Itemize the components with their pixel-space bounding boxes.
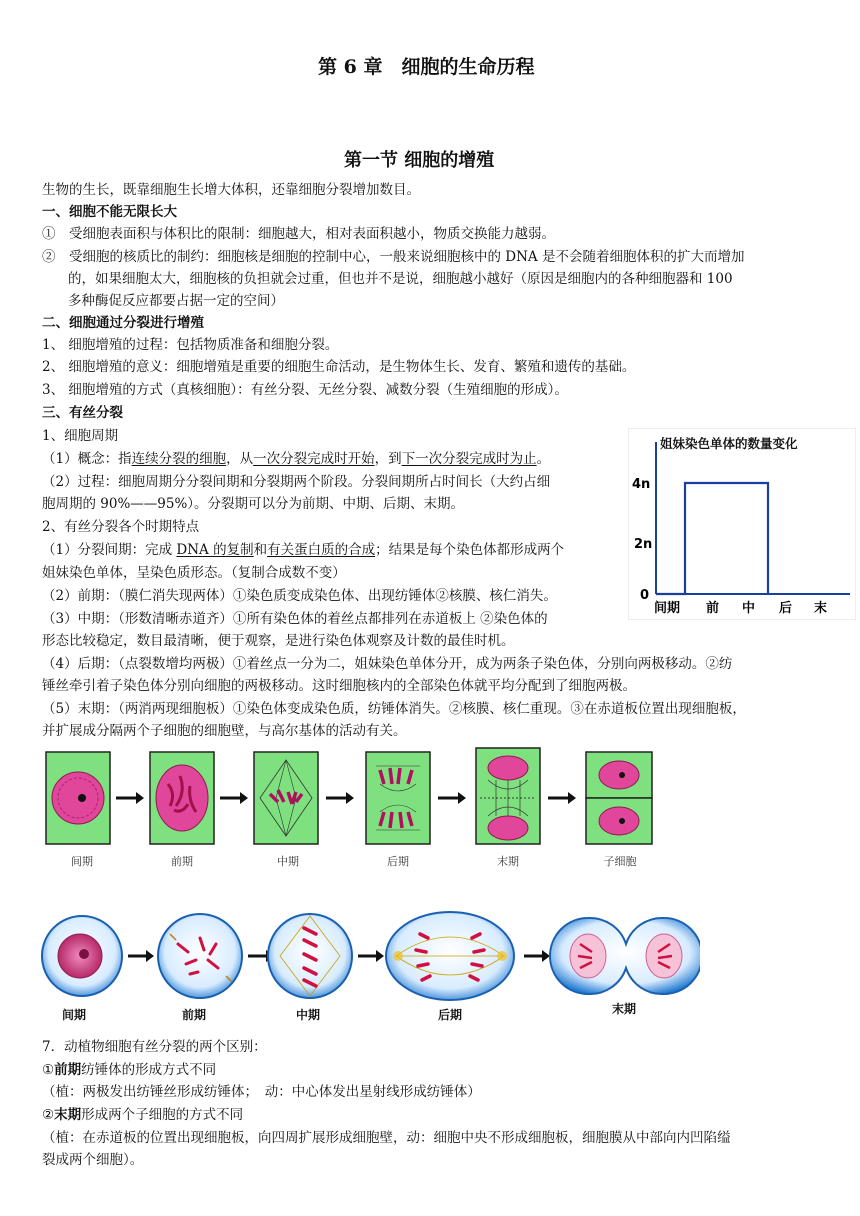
x-tick-metaphase: 中	[742, 601, 756, 616]
telophase-line1: （5）末期：（两消两现细胞板）①染色体变成染色质，纺锤体消失。②核膜、核仁重现。③在赤道板位置出现细胞板，	[42, 701, 746, 717]
plant-cell-interphase	[46, 752, 110, 844]
inter-u1: DNA 的复制	[176, 542, 254, 558]
d2-rest: 形成两个子细胞的方式不同	[81, 1107, 244, 1123]
concept-u3: 下一次分裂完成时为止	[401, 451, 537, 467]
part7-heading: 7．动植物细胞有丝分裂的两个区别：	[42, 1039, 267, 1055]
plant-caption-metaphase: 中期	[277, 855, 299, 868]
d1-rest: 纺锤体的形成方式不同	[81, 1062, 217, 1078]
concept-u2: 一次分裂完成时开始	[253, 451, 375, 467]
animal-mitosis-figure	[40, 904, 700, 1012]
animal-cell-metaphase	[268, 914, 352, 998]
arrow-icon	[220, 792, 248, 804]
prophase-text: （2）前期：（膜仁消失现两体）①染色质变成染色体、出现纺锤体②核膜、核仁消失。	[42, 588, 557, 604]
plant-cell-prophase	[150, 752, 214, 844]
part1-item2-line2: 的，如果细胞太大，细胞核的负担就会过重，但也并不是说，细胞越小越好（原因是细胞内的各种细胞器和 100	[68, 271, 733, 287]
cycle-process-line1: （2）过程：细胞周期分分裂间期和分裂期两个阶段。分裂间期所占时间长（大约占细	[42, 474, 551, 490]
concept-b: ，从	[226, 451, 254, 467]
plant-caption-interphase: 间期	[71, 855, 93, 868]
difference-2-detail-line2: 裂成两个细胞）。	[42, 1152, 144, 1168]
arrow-icon	[438, 792, 466, 804]
d1-num: ①	[42, 1062, 55, 1078]
part1-heading: 一、细胞不能无限长大	[42, 204, 177, 220]
chart-title: 姐妹染色单体的数量变化	[660, 436, 798, 451]
animal-caption-telophase: 末期	[612, 1002, 637, 1016]
arrow-icon	[326, 792, 354, 804]
plant-mitosis-figure	[40, 744, 670, 874]
x-tick-prophase: 前	[706, 601, 720, 616]
y-tick-0: 0	[640, 588, 650, 603]
animal-cell-telophase	[550, 918, 700, 994]
plant-cell-anaphase	[366, 752, 430, 844]
y-tick-2n: 2n	[634, 537, 653, 552]
x-tick-anaphase: 后	[779, 601, 793, 616]
d1-bold: 前期	[54, 1062, 82, 1078]
animal-caption-interphase: 间期	[62, 1008, 87, 1022]
animal-cell-anaphase	[386, 912, 514, 1000]
anaphase-line2: 锤丝牵引着子染色体分别向细胞的两极移动。这时细胞核内的全部染色体就平均分配到了细胞两极。	[42, 678, 636, 694]
metaphase-line2: 形态比较稳定，数目最清晰，便于观察，是进行染色体观察及计数的最佳时机。	[42, 633, 515, 649]
intro-text: 生物的生长，既靠细胞生长增大体积，还靠细胞分裂增加数目。	[42, 182, 420, 198]
anaphase-line1: （4）后期：（点裂数增均两极）①着丝点一分为二，姐妹染色单体分开，成为两条子染色体，分别向两极移动。②纺	[42, 656, 733, 672]
difference-2-detail-line1: （植：在赤道板的位置出现细胞板，向四周扩展形成细胞壁，动：细胞中央不形成细胞板，细胞膜从中部向内凹陷缢	[42, 1130, 731, 1146]
plant-caption-anaphase: 后期	[387, 855, 409, 868]
plant-cell-metaphase	[254, 752, 318, 844]
animal-caption-prophase: 前期	[182, 1008, 207, 1022]
part1-item2-line3: 多种酶促反应都要占据一定的空间）	[68, 293, 284, 309]
metaphase-line1: （3）中期：（形数清晰赤道齐）①所有染色体的着丝点都排列在赤道板上 ②染色体的	[42, 611, 548, 627]
cycle-process-line2: 胞周期的 90%——95%）。分裂期可以分为前期、中期、后期、末期。	[42, 496, 465, 512]
difference-2	[42, 1106, 243, 1124]
plant-daughter-cells	[586, 752, 652, 844]
chapter-title: 第 6 章 细胞的生命历程	[318, 56, 535, 78]
plant-caption-prophase: 前期	[171, 855, 193, 868]
animal-cell-interphase	[42, 916, 122, 996]
stages-heading: 2、有丝分裂各个时期特点	[42, 519, 200, 535]
d2-bold: 末期	[54, 1107, 82, 1123]
animal-caption-metaphase: 中期	[296, 1008, 321, 1022]
arrow-icon	[128, 950, 154, 962]
plant-caption-telophase: 末期	[497, 855, 519, 868]
animal-caption-anaphase: 后期	[438, 1008, 463, 1022]
y-tick-4n: 4n	[632, 477, 651, 492]
difference-1	[42, 1061, 216, 1079]
cycle-heading: 1、细胞周期	[42, 428, 119, 444]
inter-b: 和	[253, 542, 268, 558]
telophase-line2: 并扩展成分隔两个子细胞的细胞壁，与高尔基体的活动有关。	[42, 723, 407, 739]
part2-heading: 二、细胞通过分裂进行增殖	[42, 315, 204, 331]
part1-item2-line1: ② 受细胞的核质比的制约：细胞核是细胞的控制中心，一般来说细胞核中的 DNA 是不会随着细胞体积的扩大而增加	[42, 249, 745, 265]
inter-a: （1）分裂间期：完成	[42, 542, 177, 558]
concept-c: ，到	[374, 451, 402, 467]
plant-cell-telophase	[476, 748, 540, 844]
chromatid-count-chart	[628, 428, 856, 620]
part3-heading: 三、有丝分裂	[42, 405, 123, 421]
part1-item1: ① 受细胞表面积与体积比的限制：细胞越大，相对表面积越小，物质交换能力越弱。	[42, 226, 555, 242]
concept-u1: 连续分裂的细胞	[131, 451, 227, 467]
cycle-concept	[42, 450, 550, 468]
concept-d: 。	[536, 451, 551, 467]
part2-item3: 3、 细胞增殖的方式（真核细胞）：有丝分裂、无丝分裂、减数分裂（生殖细胞的形成）。	[42, 382, 568, 398]
part2-item1: 1、 细胞增殖的过程：包括物质准备和细胞分裂。	[42, 337, 339, 353]
d2-num: ②	[42, 1107, 55, 1123]
arrow-icon	[548, 792, 576, 804]
section-title: 第一节 细胞的增殖	[344, 150, 495, 171]
concept-a: （1）概念：指	[42, 451, 132, 467]
difference-1-detail: （植：两极发出纺锤丝形成纺锤体； 动：中心体发出星射线形成纺锤体）	[42, 1084, 481, 1100]
arrow-icon	[116, 792, 144, 804]
x-tick-interphase: 间期	[654, 601, 681, 616]
arrow-icon	[358, 950, 384, 962]
inter-u2: 有关蛋白质的合成	[267, 542, 376, 558]
animal-cell-prophase	[158, 914, 242, 998]
interphase-line2: 姐妹染色单体，呈染色质形态。（复制合成数不变）	[42, 565, 346, 581]
plant-caption-daughter: 子细胞	[603, 855, 637, 868]
arrow-icon	[524, 950, 550, 962]
inter-c: ；结果是每个染色体都形成两个	[375, 542, 565, 558]
interphase-line1	[42, 541, 564, 559]
x-tick-telophase: 末	[814, 601, 828, 616]
part2-item2: 2、 细胞增殖的意义：细胞增殖是重要的细胞生命活动，是生物体生长、发育、繁殖和遗传的基础。	[42, 359, 636, 375]
